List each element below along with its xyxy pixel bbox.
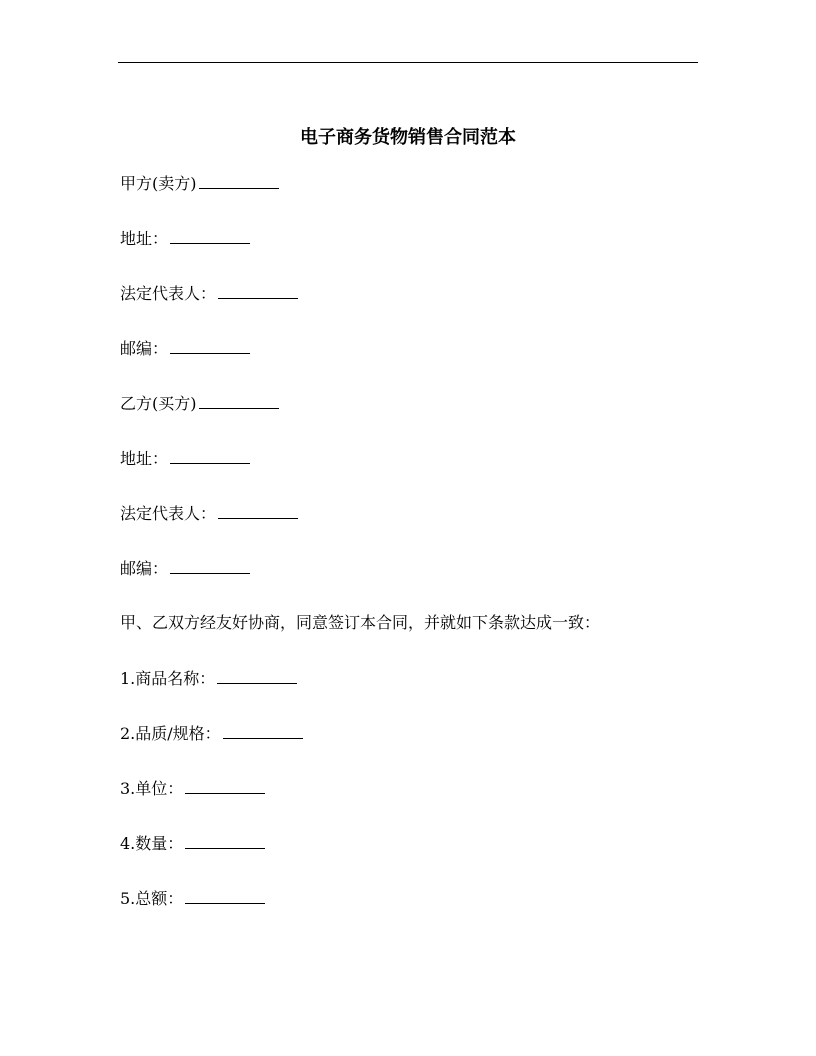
line-label: 甲、乙双方经友好协商，同意签订本合同，并就如下条款达成一致：	[120, 613, 601, 632]
contract-line	[120, 722, 700, 777]
fill-in-blank	[170, 337, 250, 354]
contract-line	[120, 337, 700, 392]
line-label: 4.数量：	[120, 834, 184, 853]
contract-body	[120, 172, 700, 942]
contract-line	[120, 502, 700, 557]
fill-in-blank	[170, 447, 250, 464]
fill-in-blank	[170, 227, 250, 244]
line-label: 地址：	[120, 229, 169, 248]
line-label: 3.单位：	[120, 779, 184, 798]
contract-line	[120, 557, 700, 612]
line-label: 甲方(卖方)	[120, 174, 197, 193]
contract-line	[120, 887, 700, 942]
contract-line	[120, 172, 700, 227]
contract-line	[120, 282, 700, 337]
fill-in-blank	[185, 777, 265, 794]
contract-line	[120, 447, 700, 502]
contract-line	[120, 777, 700, 832]
fill-in-blank	[218, 502, 298, 519]
contract-line	[120, 612, 700, 667]
line-label: 法定代表人：	[120, 284, 217, 303]
document-title: 电子商务货物销售合同范本	[300, 127, 516, 148]
fill-in-blank	[218, 282, 298, 299]
fill-in-blank	[217, 667, 297, 684]
fill-in-blank	[199, 392, 279, 409]
contract-line	[120, 667, 700, 722]
contract-line	[120, 392, 700, 447]
header-rule	[118, 62, 698, 63]
line-label: 1.商品名称：	[120, 669, 216, 688]
fill-in-blank	[170, 557, 250, 574]
contract-line	[120, 832, 700, 887]
line-label: 2.品质/规格：	[120, 724, 221, 743]
line-label: 邮编：	[120, 559, 169, 578]
fill-in-blank	[185, 887, 265, 904]
line-label: 5.总额：	[120, 889, 184, 908]
line-label: 法定代表人：	[120, 504, 217, 523]
fill-in-blank	[223, 722, 303, 739]
line-label: 地址：	[120, 449, 169, 468]
contract-line	[120, 227, 700, 282]
fill-in-blank	[185, 832, 265, 849]
line-label: 邮编：	[120, 339, 169, 358]
line-label: 乙方(买方)	[120, 394, 197, 413]
fill-in-blank	[199, 172, 279, 189]
